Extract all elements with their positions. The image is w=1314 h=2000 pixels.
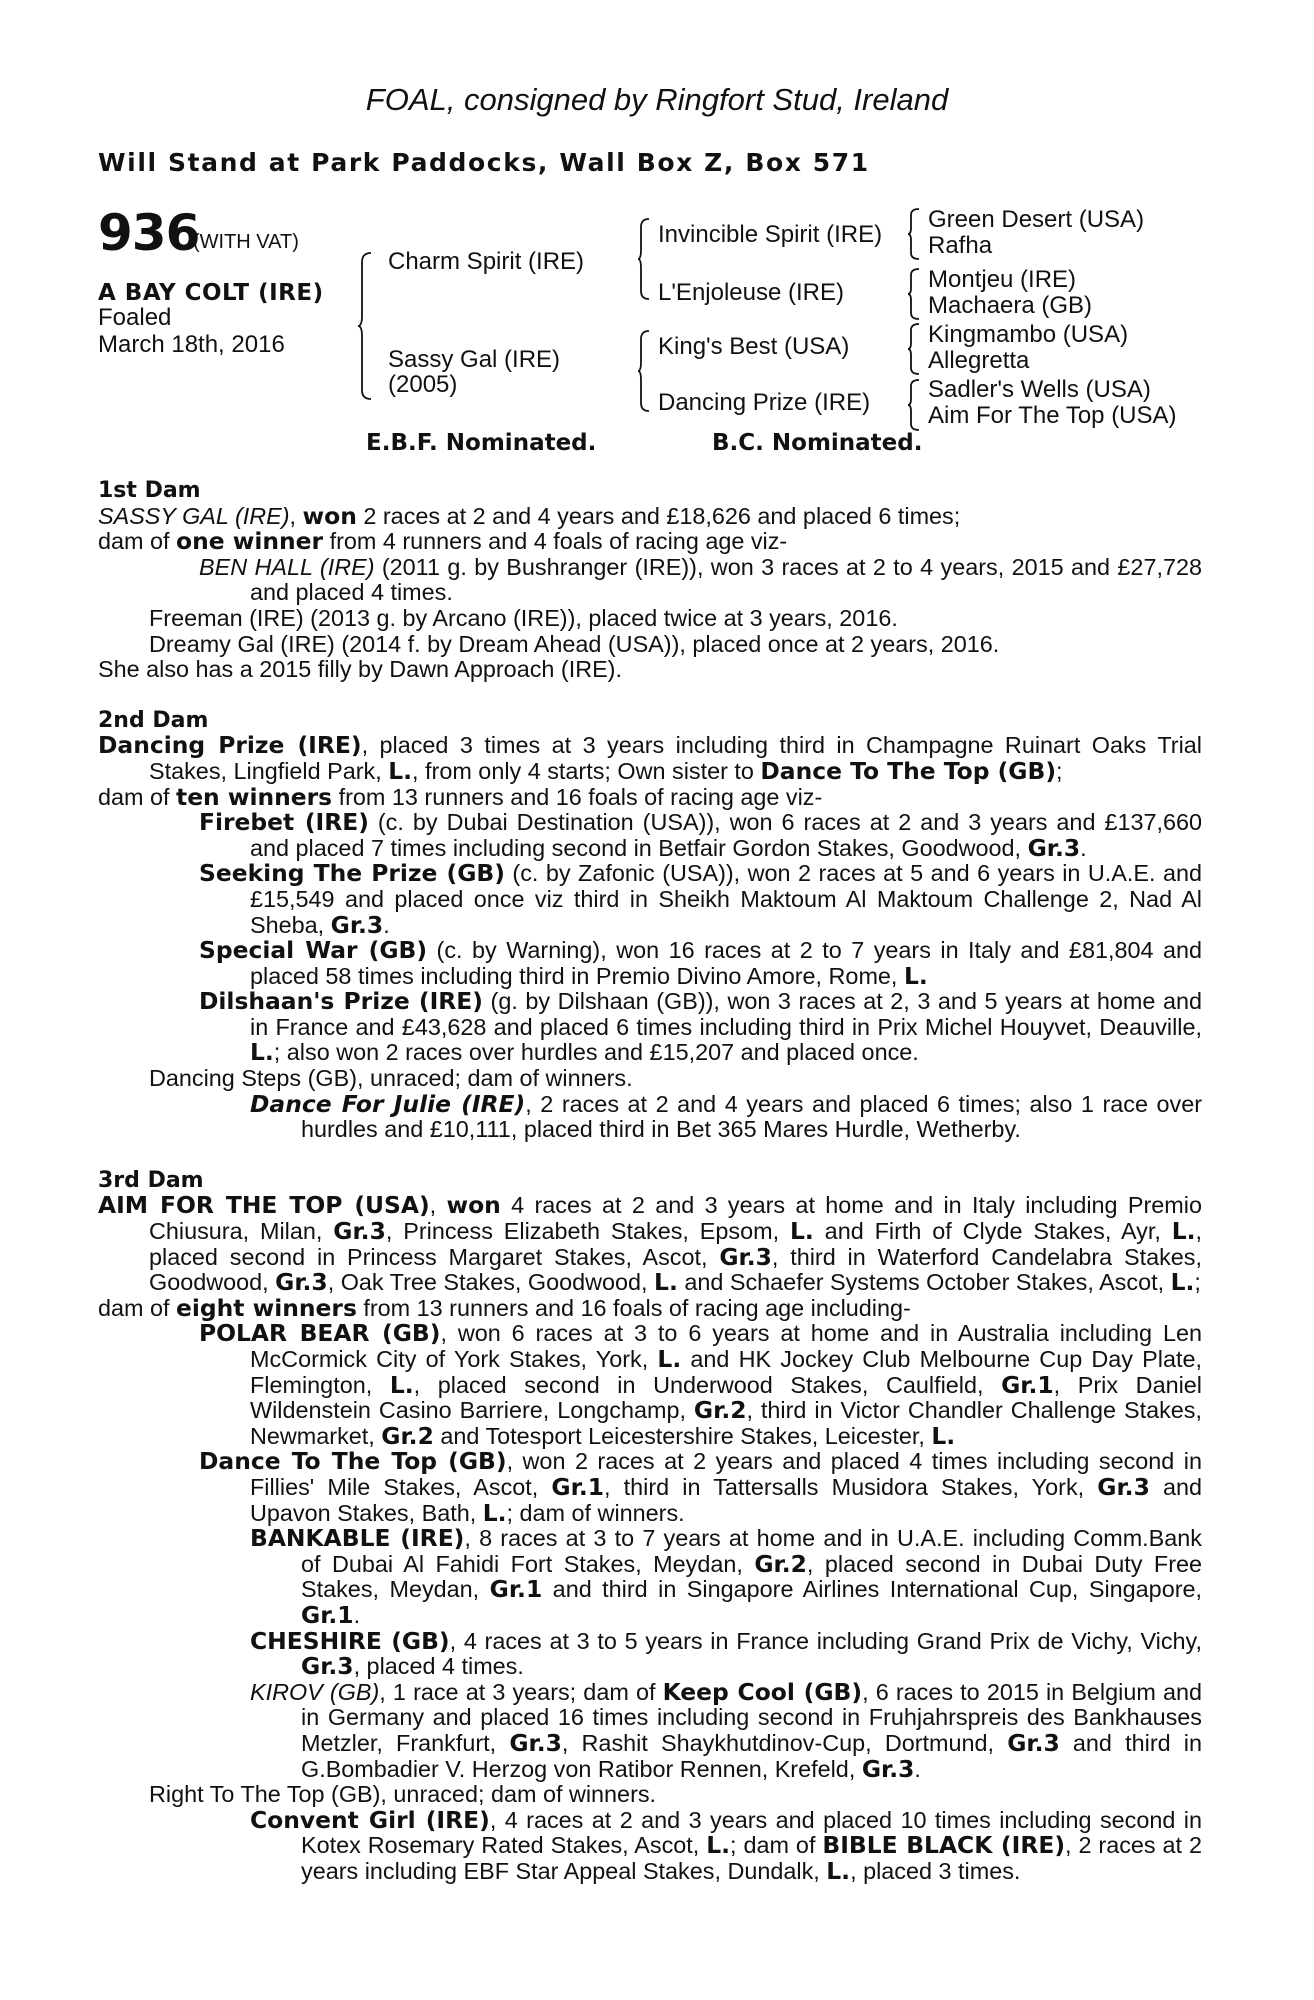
third-dam-section [98, 1168, 1202, 1885]
sire-dam: L'Enjoleuse (IRE) [658, 279, 844, 306]
pedigree-g3: Montjeu (IRE) [928, 266, 1077, 293]
produce-dreamy-gal: Dreamy Gal (IRE) (2014 f. by Dream Ahead (USA)), placed once at 2 years, 2016. [149, 630, 1000, 657]
third-dam-heading: 3rd Dam [98, 1167, 204, 1193]
pedigree-g7: Sadler's Wells (USA) [928, 376, 1151, 403]
dam-name: Sassy Gal (IRE) [388, 346, 561, 373]
first-dam-also: She also has a 2015 filly by Dawn Approach (IRE). [98, 656, 622, 683]
produce-dancing-steps: Dancing Steps (GB), unraced; dam of winners. [149, 1065, 633, 1092]
produce-seeking-the-prize: Seeking The Prize (GB) (c. by Zafonic (USA)), won 2 races at 5 and 6 years in U.A.E. and £15,549 and placed once viz third in Sheikh Maktoum Al Maktoum Challenge 2, Nad Al Sheba, Gr.3. [199, 859, 1202, 939]
pedigree-g6: Allegretta [928, 347, 1030, 374]
dam-sire: King's Best (USA) [658, 333, 850, 360]
produce-convent-girl: Convent Girl (IRE), 4 races at 2 and 3 years and placed 10 times including second in Kotex Rosemary Rated Stakes, Ascot, L.; dam of BIBLE BLACK (IRE), 2 races at 2 years including EBF Star Appeal Stakes, Dundalk, L., placed 3 times. [250, 1805, 1203, 1885]
second-dam-heading: 2nd Dam [98, 707, 209, 733]
pedigree-brace-g3 [908, 323, 920, 375]
produce-dance-to-the-top: Dance To The Top (GB), won 2 races at 2 years and placed 4 times including second in Fillies' Mile Stakes, Ascot, Gr.1, third in Tattersalls Musidora Stakes, York, Gr.3 and Upavon Stakes, Bath, L.; dam of winners. [199, 1447, 1203, 1527]
third-dam-produce: dam of eight winners from 13 runners and 16 foals of racing age including- [98, 1293, 911, 1322]
produce-freeman: Freeman (IRE) (2013 g. by Arcano (IRE)), placed twice at 3 years, 2016. [149, 604, 898, 631]
produce-polar-bear: POLAR BEAR (GB), won 6 races at 3 to 6 years at home and in Australia including Len McCormick City of York Stakes, York, L. and HK Jockey Club Melbourne Cup Day Plate, Flemington, L., placed second in Underwood Stakes, Caulfield, Gr.1, Prix Daniel Wildenstein Casino Barriere, Longchamp, Gr.2, third in Victor Chandler Challenge Stakes, Newmarket, Gr.2 and Totesport Leicestershire Stakes, Leicester, L. [199, 1319, 1202, 1450]
dam-year: (2005) [388, 371, 458, 398]
pedigree-brace-main [358, 252, 372, 400]
produce-dilshaans-prize: Dilshaan's Prize (IRE) (g. by Dilshaan (GB)), won 3 races at 2, 3 and 5 years at home and in France and £43,628 and placed 6 times including third in Prix Michel Houyvet, Deauville, L.; also won 2 races over hurdles and £15,207 and placed once. [199, 987, 1202, 1067]
foaled-label: Foaled [98, 304, 172, 331]
second-dam-record: Dancing Prize (IRE), placed 3 times at 3 years including third in Champagne Ruinart Oaks Trial Stakes, Lingfield Park, L., from only 4 starts; Own sister to Dance To The Top (GB); [98, 731, 1202, 785]
produce-right-to-the-top: Right To The Top (GB), unraced; dam of winners. [149, 1781, 657, 1808]
produce-record [98, 478, 1202, 1884]
pedigree-brace-g2 [908, 268, 920, 320]
pedigree-g4: Machaera (GB) [928, 292, 1093, 319]
produce-firebet: Firebet (IRE) (c. by Dubai Destination (USA)), won 6 races at 2 and 3 years and £137,660 and placed 7 times including second in Betfair Gordon Stakes, Goodwood, Gr.3. [199, 808, 1203, 862]
produce-cheshire: CHESHIRE (GB), 4 races at 3 to 5 years in France including Grand Prix de Vichy, Vichy, Gr.3, placed 4 times. [250, 1626, 1202, 1681]
bc-nominated: B.C. Nominated. [712, 430, 923, 456]
third-dam-record: AIM FOR THE TOP (USA), won 4 races at 2 and 3 years at home and in Italy including Premio Chiusura, Milan, Gr.3, Princess Elizabeth Stakes, Epsom, L. and Firth of Clyde Stakes, Ayr, L., placed second in Princess Margaret Stakes, Ascot, Gr.3, third in Waterford Candelabra Stakes, Goodwood, Gr.3, Oak Tree Stakes, Goodwood, L. and Schaefer Systems October Stakes, Ascot, L.; [98, 1191, 1202, 1297]
produce-special-war: Special War (GB) (c. by Warning), won 16 races at 2 to 7 years in Italy and £81,804 and placed 58 times including third in Premio Divino Amore, Rome, L. [199, 936, 1202, 990]
consignor-line: FOAL, consigned by Ringfort Stud, Ireland [365, 82, 949, 117]
dam-dam: Dancing Prize (IRE) [658, 389, 871, 416]
pedigree-brace-sire [638, 218, 650, 300]
vat-note: (WITH VAT) [193, 231, 299, 253]
first-dam-produce: dam of one winner from 4 runners and 4 foals of racing age viz- [98, 527, 788, 556]
lot-number: 936 [98, 204, 200, 262]
produce-bankable: BANKABLE (IRE), 8 races at 3 to 7 years at home and in U.A.E. including Comm.Bank of Dubai Al Fahidi Fort Stakes, Meydan, Gr.2, placed second in Dubai Duty Free Stakes, Meydan, Gr.1 and third in Singapore Airlines International Cup, Singapore, Gr.1. [250, 1524, 1202, 1629]
sire-name: Charm Spirit (IRE) [388, 248, 585, 275]
first-dam-heading: 1st Dam [98, 478, 201, 503]
pedigree-brace-g1 [908, 208, 920, 260]
horse-description: A BAY COLT (IRE) [98, 280, 324, 306]
second-dam-produce: dam of ten winners from 13 runners and 16 foals of racing age viz- [98, 782, 823, 811]
pedigree-brace-dam [638, 330, 650, 412]
produce-ben-hall: BEN HALL (IRE) (2011 g. by Bushranger (IRE)), won 3 races at 2 to 4 years, 2015 and £27,728 and placed 4 times. [199, 553, 1202, 606]
produce-kirov: KIROV (GB), 1 race at 3 years; dam of Keep Cool (GB), 6 races to 2015 in Belgium and in Germany and placed 16 times including second in Fruhjahrspreis des Bankhauses Metzler, Frankfurt, Gr.3, Rashit Shaykhutdinov-Cup, Dortmund, Gr.3 and third in G.Bombadier V. Herzog von Ratibor Rennen, Krefeld, Gr.3. [250, 1677, 1202, 1783]
foaled-date: March 18th, 2016 [98, 331, 285, 358]
second-dam-section [98, 708, 1202, 1143]
pedigree-g8: Aim For The Top (USA) [928, 402, 1177, 429]
first-dam-section [98, 478, 1202, 683]
first-dam-record: SASSY GAL (IRE), won 2 races at 2 and 4 years and £18,626 and placed 6 times; [98, 501, 961, 530]
pedigree-g5: Kingmambo (USA) [928, 321, 1129, 348]
pedigree-brace-g4 [908, 379, 920, 431]
sire-sire: Invincible Spirit (IRE) [658, 221, 883, 248]
produce-dance-for-julie: Dance For Julie (IRE), 2 races at 2 and 4 years and placed 6 times; also 1 race over hurdles and £10,111, placed third in Bet 365 Mares Hurdle, Wetherby. [250, 1089, 1203, 1143]
pedigree-g1: Green Desert (USA) [928, 206, 1145, 233]
pedigree-g2: Rafha [928, 232, 993, 259]
ebf-nominated: E.B.F. Nominated. [366, 430, 597, 456]
stand-location: Will Stand at Park Paddocks, Wall Box Z, Box 571 [98, 148, 870, 177]
